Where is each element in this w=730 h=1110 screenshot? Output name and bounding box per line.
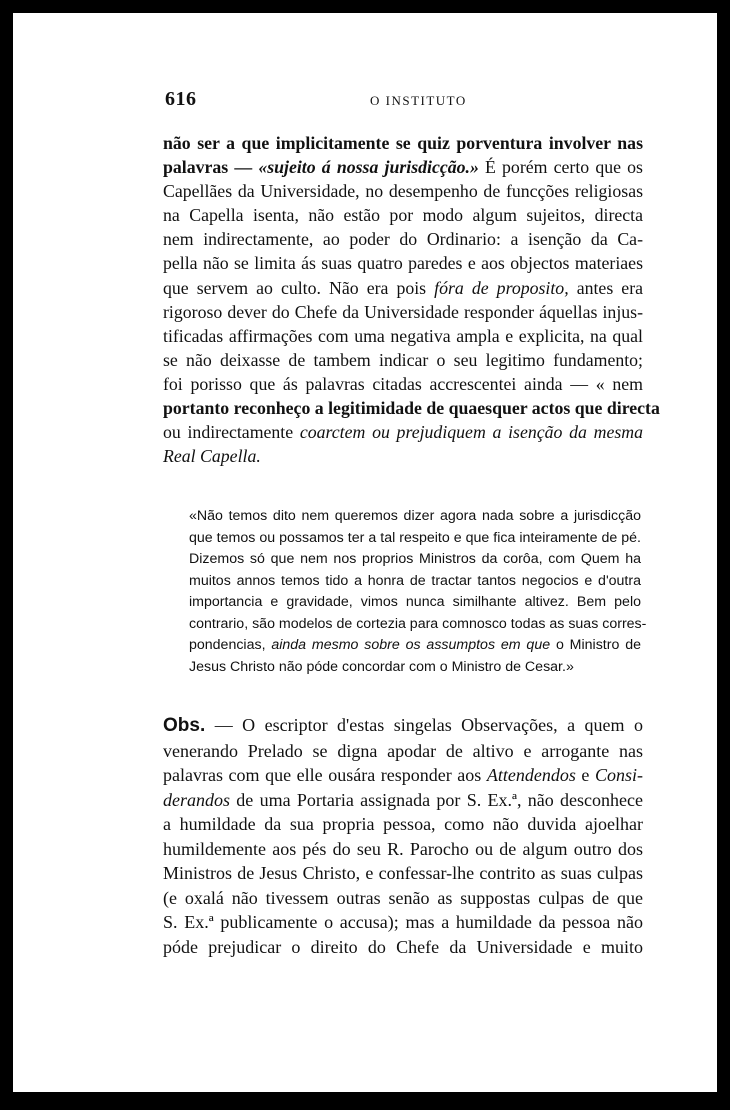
text-line: portanto reconheço a legitimidade de quaesquer actos que directa xyxy=(163,398,660,419)
text-line: tificadas affirmações com uma negativa ampla e explicita, na qual xyxy=(163,325,643,346)
text-line: Obs. — O escriptor d'estas singelas Observações, a quem o xyxy=(163,715,643,736)
text-line: a humildade da sua propria pessoa, como não duvida ajoelhar xyxy=(163,814,643,834)
quote-line: importancia e gravidade, vimos nunca similhante altivez. Bem pelo xyxy=(189,594,641,610)
text-line: venerando Prelado se digna apodar de altivo e arrogante nas xyxy=(163,740,643,761)
page-header xyxy=(165,88,655,118)
book-page xyxy=(13,13,717,1092)
obs-label: Obs. xyxy=(163,715,206,736)
text-line: palavras com que elle ousára responder aos Attendendos e Consi- xyxy=(163,765,643,785)
body-paragraph xyxy=(163,131,660,468)
text-line: rigoroso dever do Chefe da Universidade responder áquellas injus- xyxy=(163,301,643,322)
text-line: foi porisso que ás palavras citadas accrescentei ainda — « nem xyxy=(163,373,643,394)
text-line: não ser a que implicitamente se quiz porventura involver nas xyxy=(163,133,643,153)
text-line: derandos de uma Portaria assignada por S. Ex.ª, não desconhece xyxy=(163,789,643,810)
text-line: S. Ex.ª publicamente o accusa); mas a humildade da pessoa não xyxy=(163,912,643,932)
quote-line: Jesus Christo não póde concordar com o Ministro de Cesar.» xyxy=(189,658,574,675)
text-line: Ministros de Jesus Christo, e confessar-lhe contrito as suas culpas xyxy=(163,863,643,883)
observation-paragraph xyxy=(163,713,643,959)
quote-line: Dizemos só que nem nos proprios Ministros da corôa, com Quem ha xyxy=(189,551,641,567)
text-line: na Capella isenta, não estão por modo algum sujeitos, directa xyxy=(163,205,643,226)
text-line: Capellães da Universidade, no desempenho de funcções religiosas xyxy=(163,181,643,202)
quote-line: pondencias, ainda mesmo sobre os assumptos em que o Ministro de xyxy=(189,637,641,653)
quote-line: muitos annos temos tido a honra de tractar tantos negocios e d'outra xyxy=(189,572,641,589)
quote-line: que temos ou possamos ter a tal respeito e que fica inteiramente de pé. xyxy=(189,529,641,546)
text-line: humildemente aos pés do seu R. Parocho ou de algum outro dos xyxy=(163,838,643,859)
text-line: Real Capella. xyxy=(163,446,261,467)
page-number: 616 xyxy=(165,88,197,110)
quote-line: contrario, são modelos de cortezia para comnosco todas as suas corres- xyxy=(189,615,647,632)
running-title: O INSTITUTO xyxy=(370,93,467,108)
text-line: palavras — «sujeito á nossa jurisdicção.» É porém certo que os xyxy=(163,157,643,178)
text-line: pella não se limita ás suas quatro paredes e aos objectos materiaes xyxy=(163,253,643,274)
text-line: se não deixasse de tambem indicar o seu legitimo fundamento; xyxy=(163,349,643,370)
text-line: póde prejudicar o direito do Chefe da Universidade e muito xyxy=(163,936,643,957)
quote-line: «Não temos dito nem queremos dizer agora nada sobre a jurisdicção xyxy=(189,508,641,524)
text-line: que servem ao culto. Não era pois fóra de proposito, antes era xyxy=(163,277,644,298)
text-line: (e oxalá não tivessem outras senão as suppostas culpas de que xyxy=(163,887,643,908)
block-quote xyxy=(189,506,647,678)
text-line: nem indirectamente, ao poder do Ordinario: a isenção da Ca- xyxy=(163,229,643,250)
text-line: ou indirectamente coarctem ou prejudiquem a isenção da mesma xyxy=(163,422,643,443)
